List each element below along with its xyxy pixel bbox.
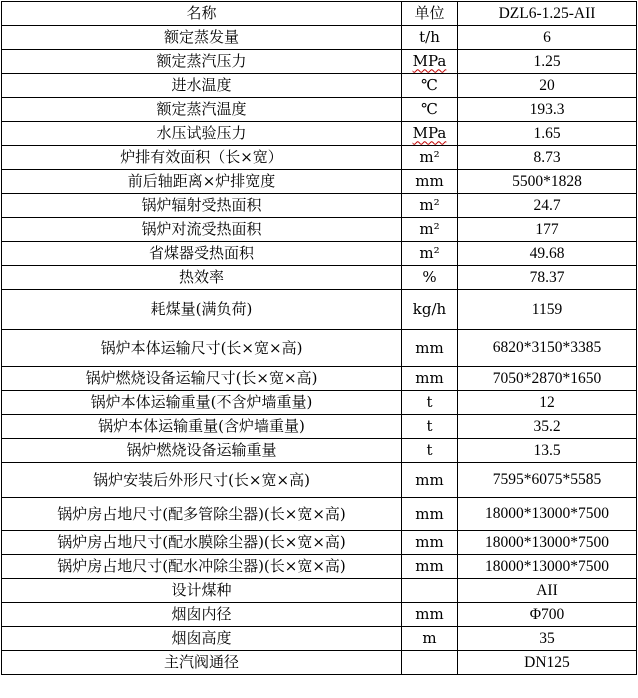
row-value: 6: [458, 26, 637, 50]
row-unit-text: t: [426, 417, 433, 436]
row-name: 热效率: [2, 266, 402, 290]
row-name: 设计煤种: [2, 579, 402, 603]
table-row: [2, 391, 637, 415]
row-value: 8.73: [458, 146, 637, 170]
table-row: [2, 330, 637, 367]
row-value: 20: [458, 74, 637, 98]
table-row: [2, 415, 637, 439]
row-name: 锅炉对流受热面积: [2, 218, 402, 242]
row-unit: [402, 439, 458, 463]
row-name: 额定蒸汽压力: [2, 50, 402, 74]
row-unit: [402, 50, 458, 74]
row-value: 7050*2870*1650: [458, 367, 637, 391]
row-value: 35: [458, 627, 637, 651]
row-value: 6820*3150*3385: [458, 330, 637, 367]
table-row: [2, 122, 637, 146]
table-row: [2, 651, 637, 675]
table-row: [2, 439, 637, 463]
table-row: [2, 498, 637, 531]
row-unit-text: m: [422, 629, 437, 648]
table-row: [2, 367, 637, 391]
row-name: 锅炉本体运输重量(含炉墙重量): [2, 415, 402, 439]
row-value: 177: [458, 218, 637, 242]
row-unit: [402, 463, 458, 498]
row-unit-text: mm: [415, 533, 444, 552]
row-value: 1.25: [458, 50, 637, 74]
row-unit-text: mm: [415, 338, 444, 357]
row-unit-text: ℃: [421, 76, 438, 95]
row-name: 额定蒸汽温度: [2, 98, 402, 122]
row-unit-text: m²: [419, 148, 440, 167]
row-unit: [402, 146, 458, 170]
row-unit: [402, 555, 458, 579]
row-name: 锅炉房占地尺寸(配多管除尘器)(长×宽×高): [2, 498, 402, 531]
table-row: [2, 290, 637, 330]
table-row: [2, 579, 637, 603]
row-unit: [402, 242, 458, 266]
row-unit-text: m²: [419, 196, 440, 215]
row-value: 1159: [458, 290, 637, 330]
row-name: 进水温度: [2, 74, 402, 98]
row-name: 烟囱内径: [2, 603, 402, 627]
row-name: 锅炉辐射受热面积: [2, 194, 402, 218]
row-value: 5500*1828: [458, 170, 637, 194]
row-name: 锅炉燃烧设备运输尺寸(长×宽×高): [2, 367, 402, 391]
table-row: [2, 218, 637, 242]
table-body: [2, 26, 637, 675]
row-unit: [402, 651, 458, 675]
row-unit: [402, 218, 458, 242]
row-unit-text: %: [422, 268, 437, 287]
row-unit: [402, 531, 458, 555]
table-row: [2, 627, 637, 651]
row-name: 锅炉房占地尺寸(配水膜除尘器)(长×宽×高): [2, 531, 402, 555]
row-unit-text: MPa: [412, 52, 447, 71]
row-unit: [402, 579, 458, 603]
row-unit: [402, 170, 458, 194]
table-row: [2, 194, 637, 218]
row-unit: [402, 603, 458, 627]
row-value: 12: [458, 391, 637, 415]
row-name: 锅炉本体运输重量(不含炉墙重量): [2, 391, 402, 415]
header-model: DZL6-1.25-AII: [458, 2, 637, 26]
row-unit-text: mm: [415, 369, 444, 388]
row-name: 锅炉本体运输尺寸(长×宽×高): [2, 330, 402, 367]
row-value: DN125: [458, 651, 637, 675]
row-unit-text: m²: [419, 244, 440, 263]
row-unit: [402, 122, 458, 146]
table-row: [2, 266, 637, 290]
row-name: 炉排有效面积（长×宽）: [2, 146, 402, 170]
row-unit: [402, 74, 458, 98]
header-unit: 单位: [402, 2, 458, 26]
header-name: 名称: [2, 2, 402, 26]
boiler-spec-table: [1, 1, 637, 675]
row-value: 13.5: [458, 439, 637, 463]
row-value: 18000*13000*7500: [458, 531, 637, 555]
row-unit: [402, 194, 458, 218]
row-unit-text: kg/h: [412, 300, 447, 319]
row-value: 24.7: [458, 194, 637, 218]
row-unit-text: t/h: [419, 28, 440, 47]
table-header-row: [2, 2, 637, 26]
table-row: [2, 170, 637, 194]
row-name: 前后轴距离×炉排宽度: [2, 170, 402, 194]
row-unit-text: ℃: [421, 100, 438, 119]
row-value: 193.3: [458, 98, 637, 122]
row-name: 烟囱高度: [2, 627, 402, 651]
row-name: 省煤器受热面积: [2, 242, 402, 266]
row-value: 78.37: [458, 266, 637, 290]
row-value: Φ700: [458, 603, 637, 627]
table-row: [2, 531, 637, 555]
row-unit-text: MPa: [412, 124, 447, 143]
row-value: 1.65: [458, 122, 637, 146]
row-unit-text: t: [426, 393, 433, 412]
row-unit: [402, 415, 458, 439]
table-row: [2, 74, 637, 98]
row-name: 耗煤量(满负荷): [2, 290, 402, 330]
row-value: 18000*13000*7500: [458, 498, 637, 531]
row-value: 7595*6075*5585: [458, 463, 637, 498]
row-unit-text: m²: [419, 220, 440, 239]
row-unit: [402, 266, 458, 290]
row-name: 锅炉安装后外形尺寸(长×宽×高): [2, 463, 402, 498]
row-name: 锅炉房占地尺寸(配水冲除尘器)(长×宽×高): [2, 555, 402, 579]
row-unit-text: mm: [415, 605, 444, 624]
row-unit-text: mm: [415, 172, 444, 191]
table-row: [2, 146, 637, 170]
table-row: [2, 242, 637, 266]
row-unit: [402, 627, 458, 651]
row-unit: [402, 391, 458, 415]
row-unit-text: t: [426, 441, 433, 460]
row-unit-text: mm: [415, 470, 444, 489]
table-row: [2, 98, 637, 122]
row-value: AII: [458, 579, 637, 603]
row-name: 额定蒸发量: [2, 26, 402, 50]
row-unit: [402, 330, 458, 367]
row-unit: [402, 290, 458, 330]
table-row: [2, 463, 637, 498]
row-value: 18000*13000*7500: [458, 555, 637, 579]
row-unit-text: mm: [415, 504, 444, 523]
row-value: 35.2: [458, 415, 637, 439]
row-unit: [402, 498, 458, 531]
row-value: 49.68: [458, 242, 637, 266]
row-unit: [402, 98, 458, 122]
row-name: 水压试验压力: [2, 122, 402, 146]
table-row: [2, 555, 637, 579]
row-unit-text: mm: [415, 557, 444, 576]
row-name: 主汽阀通径: [2, 651, 402, 675]
row-name: 锅炉燃烧设备运输重量: [2, 439, 402, 463]
table-row: [2, 26, 637, 50]
row-unit: [402, 26, 458, 50]
table-row: [2, 50, 637, 74]
row-unit: [402, 367, 458, 391]
table-row: [2, 603, 637, 627]
